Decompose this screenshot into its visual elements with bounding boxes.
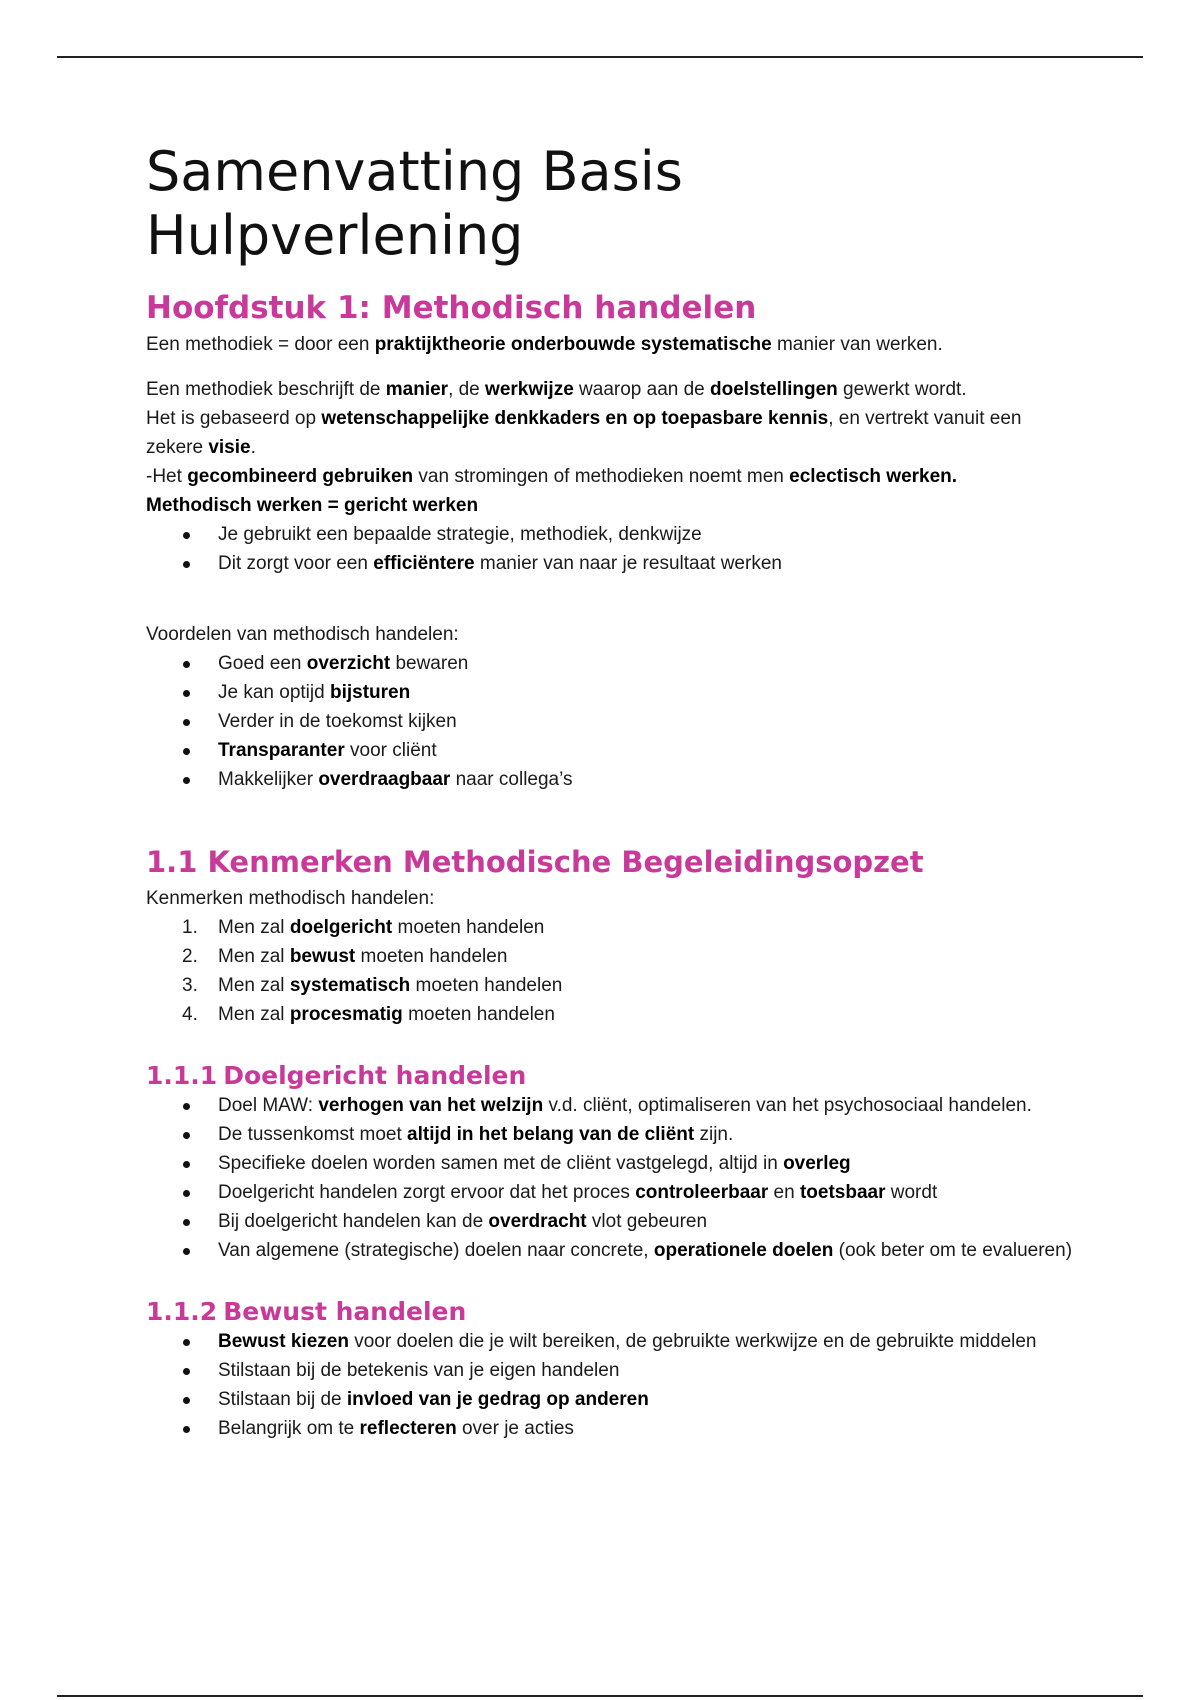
voordelen-list — [146, 649, 1076, 794]
paragraph-methodiek: Een methodiek beschrijft de manier, de werkwijze waarop aan de doelstellingen gewerkt wordt. — [146, 379, 967, 400]
bottom-rule — [57, 1695, 1143, 1697]
list-item: Stilstaan bij de invloed van je gedrag op anderen — [218, 1385, 1076, 1414]
paragraph-eclectisch: -Het gecombineerd gebruiken van stromingen of methodieken noemt men eclectisch werken. — [146, 466, 958, 487]
list-item: Verder in de toekomst kijken — [218, 707, 1076, 736]
list-item: Bij doelgericht handelen kan de overdracht vlot gebeuren — [218, 1207, 1076, 1236]
kenmerken-intro: Kenmerken methodisch handelen: — [146, 888, 435, 909]
list-item: Specifieke doelen worden samen met de cliënt vastgelegd, altijd in overleg — [218, 1149, 1076, 1178]
list-item: Van algemene (strategische) doelen naar concrete, operationele doelen (ook beter om te evalueren) — [218, 1236, 1076, 1265]
document-page — [146, 140, 1076, 1443]
list-item: 3. Men zal systematisch moeten handelen — [182, 975, 563, 996]
heading-chapter-1: Hoofdstuk 1: Methodisch handelen — [146, 290, 757, 326]
voordelen-intro: Voordelen van methodisch handelen: — [146, 624, 459, 645]
list-item: Je kan optijd bijsturen — [218, 678, 1076, 707]
methodisch-werken-list — [146, 520, 1076, 578]
paragraph-methodisch-werken: Methodisch werken = gericht werken — [146, 495, 479, 516]
list-item: Goed een overzicht bewaren — [218, 649, 1076, 678]
list-item: Makkelijker overdraagbaar naar collega’s — [218, 765, 1076, 794]
list-item: De tussenkomst moet altijd in het belang van de cliënt zijn. — [218, 1120, 1076, 1149]
doelgericht-list — [146, 1091, 1076, 1265]
heading-section-1-1: 1.1 Kenmerken Methodische Begeleidingsopzet — [146, 845, 924, 879]
list-item: Doelgericht handelen zorgt ervoor dat het proces controleerbaar en toetsbaar wordt — [218, 1178, 1076, 1207]
top-rule — [57, 56, 1143, 58]
list-item: 4. Men zal procesmatig moeten handelen — [182, 1004, 555, 1025]
paragraph-gebaseerd: Het is gebaseerd op wetenschappelijke denkkaders en op toepasbare kennis, en vertrekt vanuit een zekere visie. — [146, 408, 1022, 458]
list-item: Bewust kiezen voor doelen die je wilt bereiken, de gebruikte werkwijze en de gebruikte middelen — [218, 1327, 1076, 1356]
document-title: Samenvatting Basis Hulpverlening — [146, 140, 683, 267]
list-item: Doel MAW: verhogen van het welzijn v.d. cliënt, optimaliseren van het psychosociaal handelen. — [218, 1091, 1076, 1120]
list-item: Dit zorgt voor een efficiëntere manier van naar je resultaat werken — [218, 549, 1076, 578]
list-item: Belangrijk om te reflecteren over je acties — [218, 1414, 1076, 1443]
heading-section-1-1-1: 1.1.1 Doelgericht handelen — [146, 1061, 527, 1090]
kenmerken-list — [146, 913, 1076, 1029]
definition-paragraph: Een methodiek = door een praktijktheorie onderbouwde systematische manier van werken. — [146, 334, 943, 355]
heading-section-1-1-2: 1.1.2 Bewust handelen — [146, 1297, 467, 1326]
list-item: Stilstaan bij de betekenis van je eigen handelen — [218, 1356, 1076, 1385]
list-item: Transparanter voor cliënt — [218, 736, 1076, 765]
bewust-list — [146, 1327, 1076, 1443]
list-item: 1. Men zal doelgericht moeten handelen — [182, 917, 545, 938]
list-item: Je gebruikt een bepaalde strategie, methodiek, denkwijze — [218, 520, 1076, 549]
list-item: 2. Men zal bewust moeten handelen — [182, 946, 508, 967]
